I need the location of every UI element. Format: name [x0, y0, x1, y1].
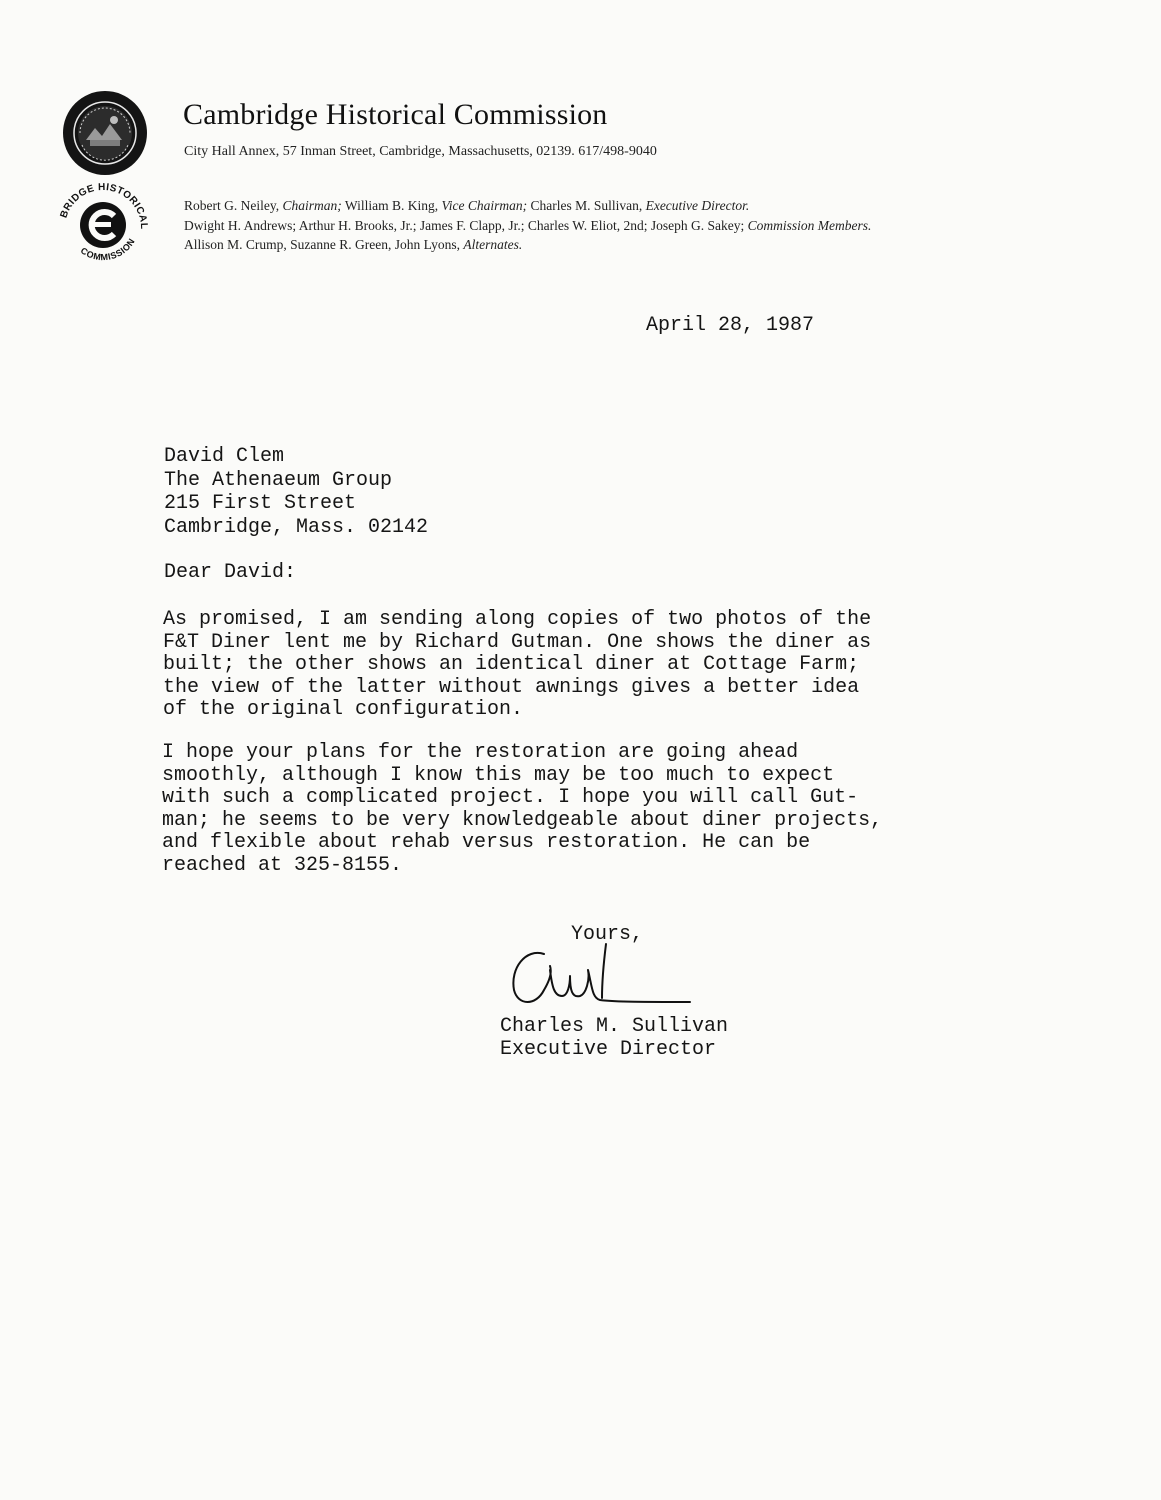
- body-paragraph-1: [163, 609, 871, 722]
- organization-name: Cambridge Historical Commission: [183, 98, 608, 131]
- member-role: Commission Members.: [747, 217, 872, 233]
- member-names: Allison M. Crump, Suzanne R. Green, John Lyons,: [184, 237, 464, 252]
- member-role: Executive Director.: [645, 198, 750, 213]
- recipient-address: [164, 445, 428, 539]
- body-line: I hope your plans for the restoration are going ahead: [162, 741, 799, 764]
- body-line: F&T Diner lent me by Richard Gutman. One shows the diner as: [163, 630, 872, 654]
- salutation: Dear David:: [164, 561, 297, 584]
- body-line: with such a complicated project. I hope you will call Gut-: [162, 786, 859, 809]
- members-line-alternates: [184, 235, 871, 255]
- commission-emblem-logo: [55, 180, 151, 266]
- members-line-commission: [184, 216, 871, 236]
- signer-block: [500, 1015, 728, 1061]
- body-line: built; the other shows an identical diner at Cottage Farm;: [163, 653, 860, 676]
- body-paragraph-2: [162, 742, 882, 877]
- closing: Yours,: [571, 923, 644, 946]
- recipient-city: Cambridge, Mass. 02142: [164, 515, 429, 539]
- member-role: Vice Chairman;: [441, 198, 528, 213]
- letter-date: April 28, 1987: [646, 314, 815, 337]
- member-role: Chairman;: [282, 198, 342, 213]
- body-line: of the original configuration.: [163, 698, 524, 721]
- body-line: reached at 325-8155.: [162, 853, 403, 877]
- body-line: As promised, I am sending along copies of two photos of the: [163, 608, 872, 631]
- body-line: and flexible about rehab versus restoration. He can be: [162, 831, 811, 854]
- commission-members: [184, 196, 871, 255]
- member-role: Alternates.: [463, 237, 523, 252]
- recipient-street: 215 First Street: [164, 492, 357, 515]
- handwritten-signature: [506, 940, 696, 1014]
- member-name: William B. King,: [341, 198, 442, 213]
- body-line: man; he seems to be very knowledgeable about diner projects,: [162, 808, 883, 832]
- signer-name: Charles M. Sullivan: [500, 1015, 729, 1038]
- svg-text:BRIDGE HISTORICAL: BRIDGE HISTORICAL: [58, 181, 150, 230]
- body-line: smoothly, although I know this may be too much to expect: [162, 763, 835, 787]
- recipient-organization: The Athenaeum Group: [164, 468, 393, 492]
- members-line-officers: [184, 196, 871, 216]
- member-name: Robert G. Neiley,: [184, 198, 283, 213]
- recipient-name: David Clem: [164, 445, 285, 468]
- city-seal-logo: [62, 90, 148, 176]
- body-line: the view of the latter without awnings gives a better idea: [163, 675, 860, 699]
- signer-title: Executive Director: [500, 1038, 717, 1061]
- svg-text:COMMISSION: COMMISSION: [78, 236, 137, 263]
- member-name: Charles M. Sullivan,: [527, 198, 646, 213]
- member-names: Dwight H. Andrews; Arthur H. Brooks, Jr.; James F. Clapp, Jr.; Charles W. Eliot, 2nd; Joseph G. Sakey;: [184, 217, 748, 233]
- organization-address: City Hall Annex, 57 Inman Street, Cambridge, Massachusetts, 02139. 617/498-9040: [184, 144, 657, 159]
